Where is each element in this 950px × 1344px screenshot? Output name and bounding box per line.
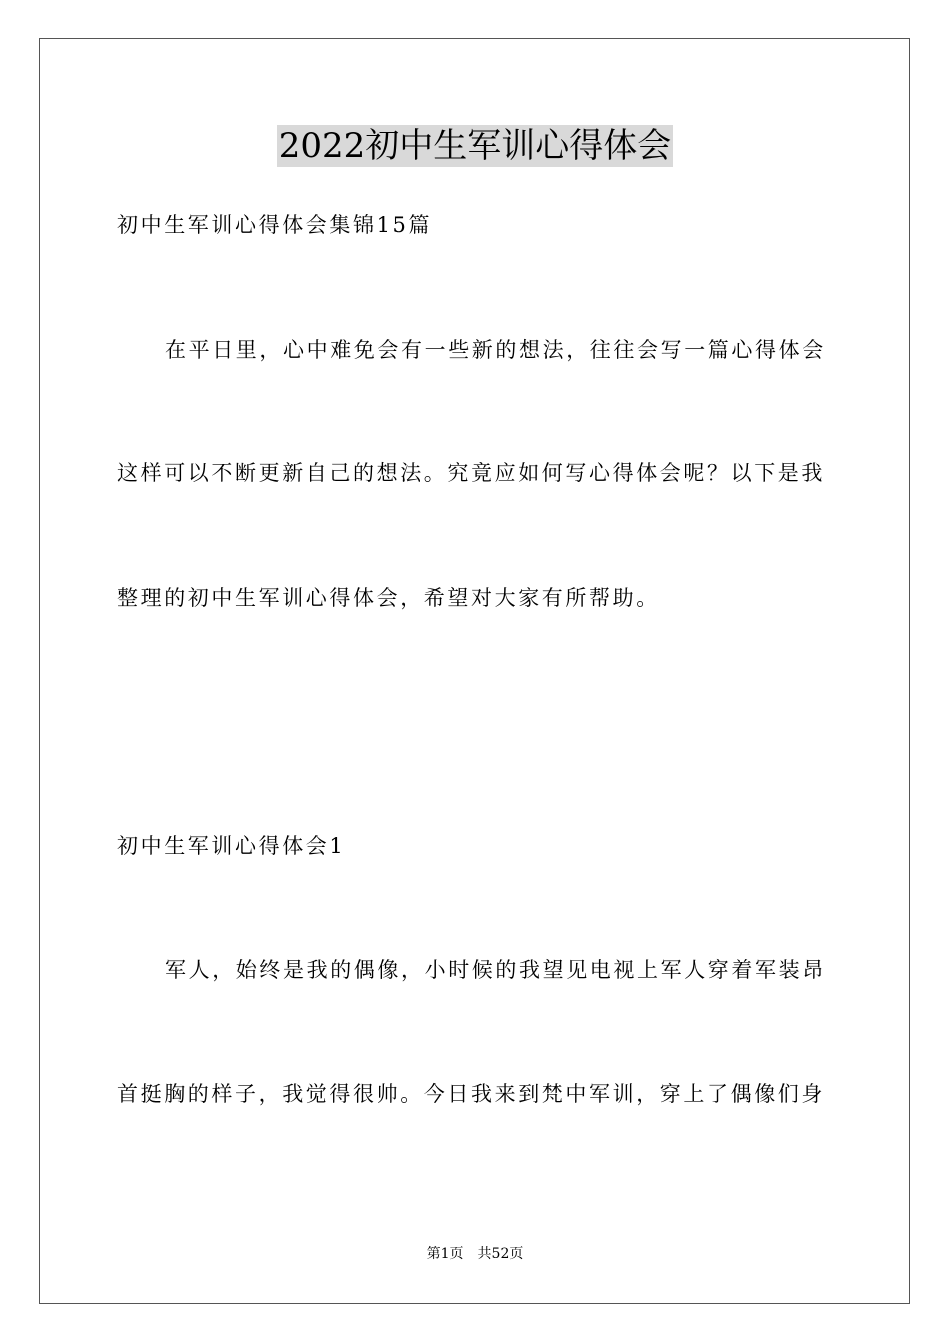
intro-paragraph-line: 在平日里，心中难免会有一些新的想法，往往会写一篇心得体会 <box>165 338 826 362</box>
document-title: 2022初中生军训心得体会 <box>278 126 672 166</box>
intro-paragraph-line: 整理的初中生军训心得体会，希望对大家有所帮助。 <box>117 586 660 610</box>
page-number-footer: 第1页 共52页 <box>426 1246 524 1262</box>
document-subtitle: 初中生军训心得体会集锦15篇 <box>117 213 433 237</box>
intro-paragraph-line: 这样可以不断更新自己的想法。究竟应如何写心得体会呢？以下是我 <box>117 461 825 485</box>
section-paragraph-line: 首挺胸的样子，我觉得很帅。今日我来到梵中军训，穿上了偶像们身 <box>117 1082 825 1106</box>
section-paragraph-line: 军人，始终是我的偶像，小时候的我望见电视上军人穿着军装昂 <box>165 958 826 982</box>
title-container <box>0 125 950 167</box>
section-heading: 初中生军训心得体会1 <box>117 834 346 858</box>
